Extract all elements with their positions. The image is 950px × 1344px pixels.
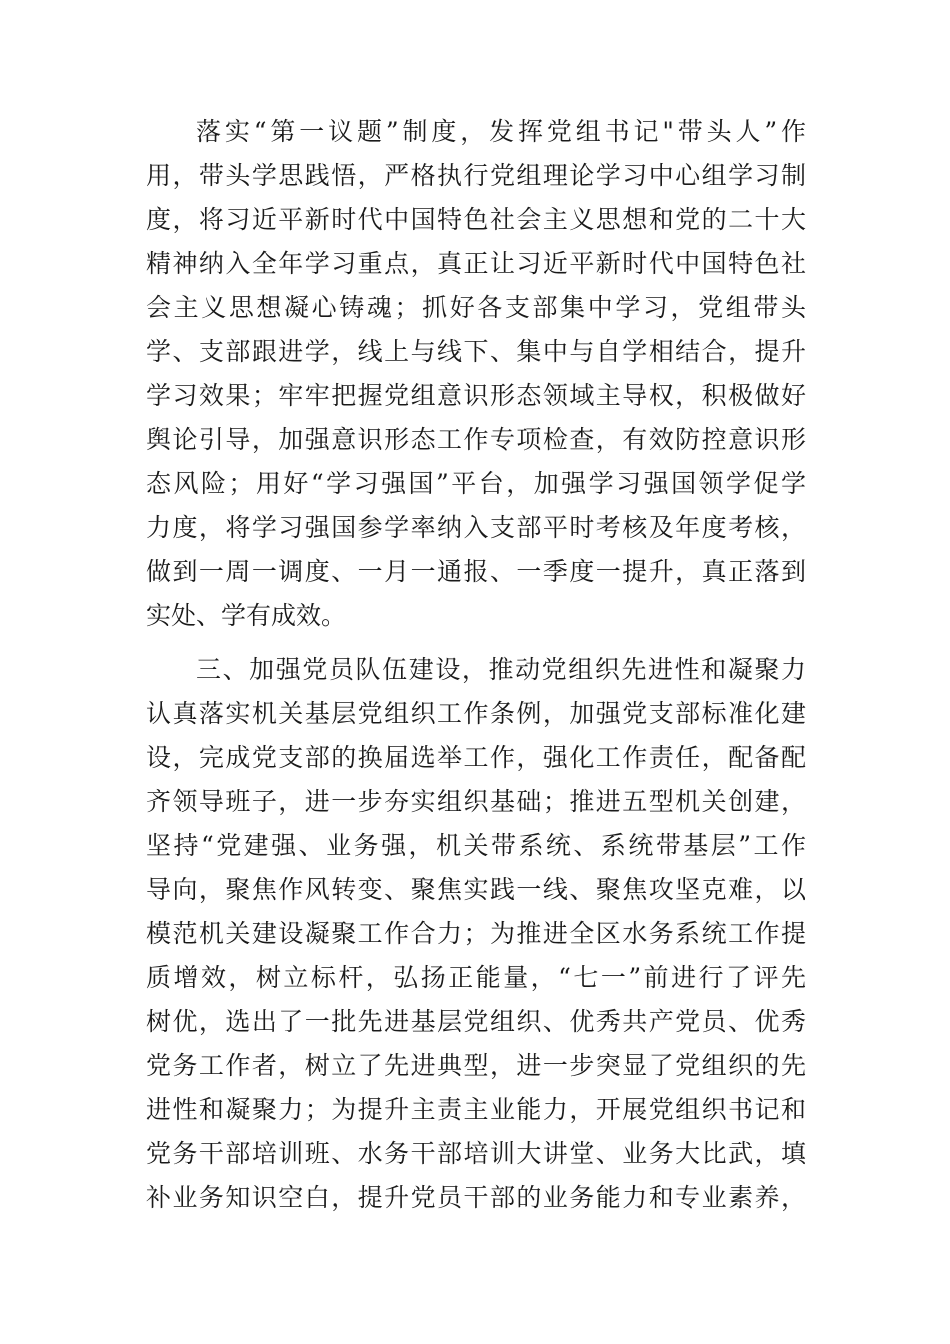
paragraph-2-line-11: 进性和凝聚力；为提升主责主业能力，开展党组织书记和 (146, 1095, 806, 1124)
paragraph-2-line-7: 模范机关建设凝聚工作合力；为推进全区水务系统工作提 (146, 919, 806, 948)
paragraph-1-line-12: 实处、学有成效。 (146, 601, 347, 630)
paragraph-1-line-3: 度，将习近平新时代中国特色社会主义思想和党的二十大 (146, 205, 806, 234)
paragraph-1-line-8: 舆论引导，加强意识形态工作专项检查，有效防控意识形 (146, 425, 806, 454)
paragraph-1-line-2: 用，带头学思践悟，严格执行党组理论学习中心组学习制 (146, 161, 806, 190)
paragraph-2-line-12: 党务干部培训班、水务干部培训大讲堂、业务大比武，填 (146, 1139, 806, 1168)
paragraph-1-line-7: 学习效果；牢牢把握党组意识形态领域主导权，积极做好 (146, 381, 806, 410)
paragraph-1-line-9: 态风险；用好“学习强国”平台，加强学习强国领学促学 (146, 469, 806, 498)
paragraph-1-line-10: 力度，将学习强国参学率纳入支部平时考核及年度考核， (146, 513, 806, 542)
paragraph-2-line-9: 树优，选出了一批先进基层党组织、优秀共产党员、优秀 (146, 1007, 806, 1036)
paragraph-1-line-11: 做到一周一调度、一月一通报、一季度一提升，真正落到 (146, 557, 806, 586)
paragraph-2-line-5: 坚持“党建强、业务强，机关带系统、系统带基层”工作 (146, 831, 806, 860)
paragraph-2-line-8: 质增效，树立标杆，弘扬正能量，“七一”前进行了评先 (146, 963, 806, 992)
paragraph-2-heading-line: 三、加强党员队伍建设，推动党组织先进性和凝聚力 (196, 655, 806, 684)
paragraph-2-line-6: 导向，聚焦作风转变、聚焦实践一线、聚焦攻坚克难，以 (146, 875, 806, 904)
paragraph-1-line-4: 精神纳入全年学习重点，真正让习近平新时代中国特色社 (146, 249, 806, 278)
paragraph-2-line-4: 齐领导班子，进一步夯实组织基础；推进五型机关创建， (146, 787, 806, 816)
paragraph-1-line-1: 落实“第一议题”制度，发挥党组书记"带头人”作 (196, 117, 806, 146)
paragraph-1-line-5: 会主义思想凝心铸魂；抓好各支部集中学习，党组带头 (146, 293, 806, 322)
paragraph-2-line-3: 设，完成党支部的换届选举工作，强化工作责任，配备配 (146, 743, 806, 772)
paragraph-1-line-6: 学、支部跟进学，线上与线下、集中与自学相结合，提升 (146, 337, 806, 366)
paragraph-2-line-13: 补业务知识空白，提升党员干部的业务能力和专业素养， (146, 1183, 806, 1212)
paragraph-2-line-10: 党务工作者，树立了先进典型，进一步突显了党组织的先 (146, 1051, 806, 1080)
paragraph-2-line-2: 认真落实机关基层党组织工作条例，加强党支部标准化建 (146, 699, 806, 728)
